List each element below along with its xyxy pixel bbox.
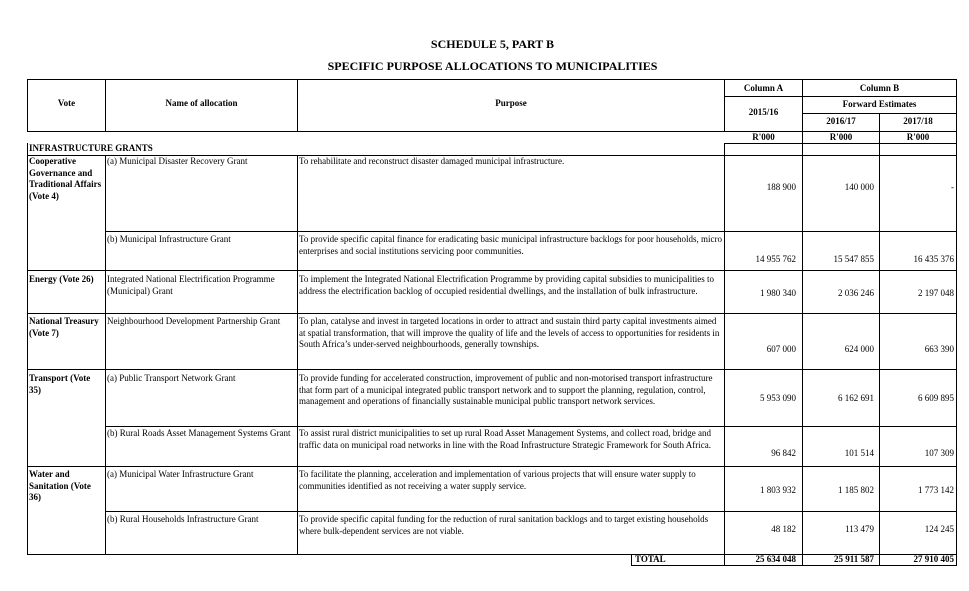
- allocation-name: Neighbourhood Development Partnership Grant: [107, 316, 281, 326]
- row-separator: [27, 369, 957, 370]
- total-value: 25 634 048: [755, 554, 796, 564]
- vote-label: National Treasury (Vote 7): [29, 316, 99, 338]
- amount-2015: 188 900: [766, 182, 796, 192]
- section-heading: INFRASTRUCTURE GRANTS: [29, 143, 153, 153]
- amount-2016: 6 162 691: [838, 393, 874, 403]
- allocation-name: (a) Municipal Disaster Recovery Grant: [107, 156, 248, 166]
- total-value: 25 911 587: [833, 554, 874, 564]
- row-separator: [105, 511, 957, 512]
- vote-label: Transport (Vote 35): [29, 373, 91, 395]
- table-border-top: [27, 79, 957, 80]
- divider: [724, 96, 957, 97]
- amount-2017: 6 609 895: [918, 393, 954, 403]
- amount-2016: 624 000: [844, 344, 874, 354]
- allocation-purpose: To rehabilitate and reconstruct disaster damaged municipal infrastructure.: [299, 156, 565, 166]
- amount-2017: 2 197 048: [918, 288, 954, 298]
- row-separator: [27, 313, 957, 314]
- allocation-name: (a) Public Transport Network Grant: [107, 373, 236, 383]
- allocation-name: (b) Rural Households Infrastructure Grant: [107, 514, 259, 524]
- divider: [956, 79, 957, 143]
- col-header-year-3: 2017/18: [903, 116, 933, 126]
- amount-2016: 140 000: [844, 182, 874, 192]
- col-header-column-b: Column B: [859, 83, 900, 93]
- allocation-purpose: To provide funding for accelerated construction, improvement of public and non-motorised transport infrastructure that form part of a municipal integrated public transport network and to support the planning, regulation, control, management and operations of financially sustainable municipal public transport network services.: [299, 373, 713, 406]
- allocation-name: (b) Rural Roads Asset Management Systems Grant: [107, 428, 291, 438]
- divider: [297, 155, 298, 555]
- divider: [802, 113, 957, 114]
- col-header-column-a: Column A: [743, 83, 784, 93]
- col-header-vote: Vote: [57, 98, 76, 108]
- amount-2015: 1 980 340: [760, 288, 796, 298]
- schedule-subtitle: SPECIFIC PURPOSE ALLOCATIONS TO MUNICIPALITIES: [327, 59, 658, 73]
- amount-2017: -: [951, 182, 954, 192]
- allocation-name: Integrated National Electrification Programme (Municipal) Grant: [107, 274, 275, 296]
- amount-2015: 607 000: [766, 344, 796, 354]
- amount-2015: 5 953 090: [760, 393, 796, 403]
- allocation-purpose: To plan, catalyse and invest in targeted locations in order to attract and sustain third party capital investments aimed at spatial transformation, that will improve the quality of life and the levels of access to opportunities for residents in South Africa’s under-served neighbourhoods, generally townships.: [299, 316, 720, 349]
- amount-2015: 96 842: [771, 448, 796, 458]
- vote-label: Cooperative Governance and Traditional Affairs (Vote 4): [29, 156, 102, 201]
- col-header-year-1: 2015/16: [748, 107, 779, 117]
- amount-2016: 15 547 855: [833, 254, 874, 264]
- row-separator: [27, 466, 957, 467]
- amount-2017: 107 309: [924, 448, 954, 458]
- amount-2016: 2 036 246: [838, 288, 874, 298]
- col-header-year-2: 2016/17: [826, 116, 856, 126]
- allocation-purpose: To provide specific capital funding for the reduction of rural sanitation backlogs and to target existing households where bulk-dependent services are not viable.: [299, 514, 709, 536]
- allocation-purpose: To facilitate the planning, acceleration and implementation of various projects that will ensure water supply to communities identified as not receiving a water supply service.: [299, 469, 696, 491]
- amount-2017: 663 390: [924, 344, 954, 354]
- vote-label: Water and Sanitation (Vote 36): [29, 469, 91, 502]
- allocations-table: [27, 79, 957, 569]
- amount-2017: 16 435 376: [913, 254, 954, 264]
- vote-label: Energy (Vote 26): [29, 274, 94, 284]
- total-label: TOTAL: [635, 554, 666, 564]
- unit-label: R'000: [906, 132, 930, 142]
- amount-2015: 14 955 762: [755, 254, 796, 264]
- amount-2017: 1 773 142: [918, 485, 954, 495]
- amount-2016: 101 514: [844, 448, 874, 458]
- row-separator: [105, 231, 957, 232]
- total-value: 27 910 405: [913, 554, 954, 564]
- allocation-purpose: To assist rural district municipalities to set up rural Road Asset Management Systems, and collect road, bridge and traffic data on municipal road networks in line with the Road Infrastructure Strategic Framework for South Africa.: [299, 428, 712, 450]
- allocation-purpose: To implement the Integrated National Electrification Programme by providing capital subsidies to municipalities to address the electrification backlog of occupied residential dwellings, and the installation of bulk infrastructure.: [299, 274, 715, 296]
- allocation-name: (a) Municipal Water Infrastructure Grant: [107, 469, 254, 479]
- divider: [631, 554, 632, 566]
- divider: [956, 143, 957, 565]
- amount-2016: 1 185 802: [838, 485, 874, 495]
- row-separator: [105, 426, 957, 427]
- col-header-name: Name of allocation: [165, 98, 238, 108]
- amount-2017: 124 245: [924, 524, 954, 534]
- col-header-purpose: Purpose: [495, 98, 527, 108]
- allocation-name: (b) Municipal Infrastructure Grant: [107, 234, 231, 244]
- unit-label: R'000: [829, 132, 853, 142]
- amount-2015: 1 803 932: [760, 485, 796, 495]
- table-border-left: [27, 143, 28, 555]
- allocation-purpose: To provide specific capital finance for eradicating basic municipal infrastructure backlogs for poor households, micro enterprises and social institutions servicing poor communities.: [299, 234, 722, 256]
- amount-2015: 48 182: [771, 524, 796, 534]
- schedule-title: SCHEDULE 5, PART B: [430, 37, 555, 51]
- divider: [105, 155, 106, 555]
- unit-label: R'000: [752, 132, 775, 142]
- row-separator: [27, 270, 957, 271]
- amount-2016: 113 479: [845, 524, 874, 534]
- col-header-forward: Forward Estimates: [842, 99, 917, 109]
